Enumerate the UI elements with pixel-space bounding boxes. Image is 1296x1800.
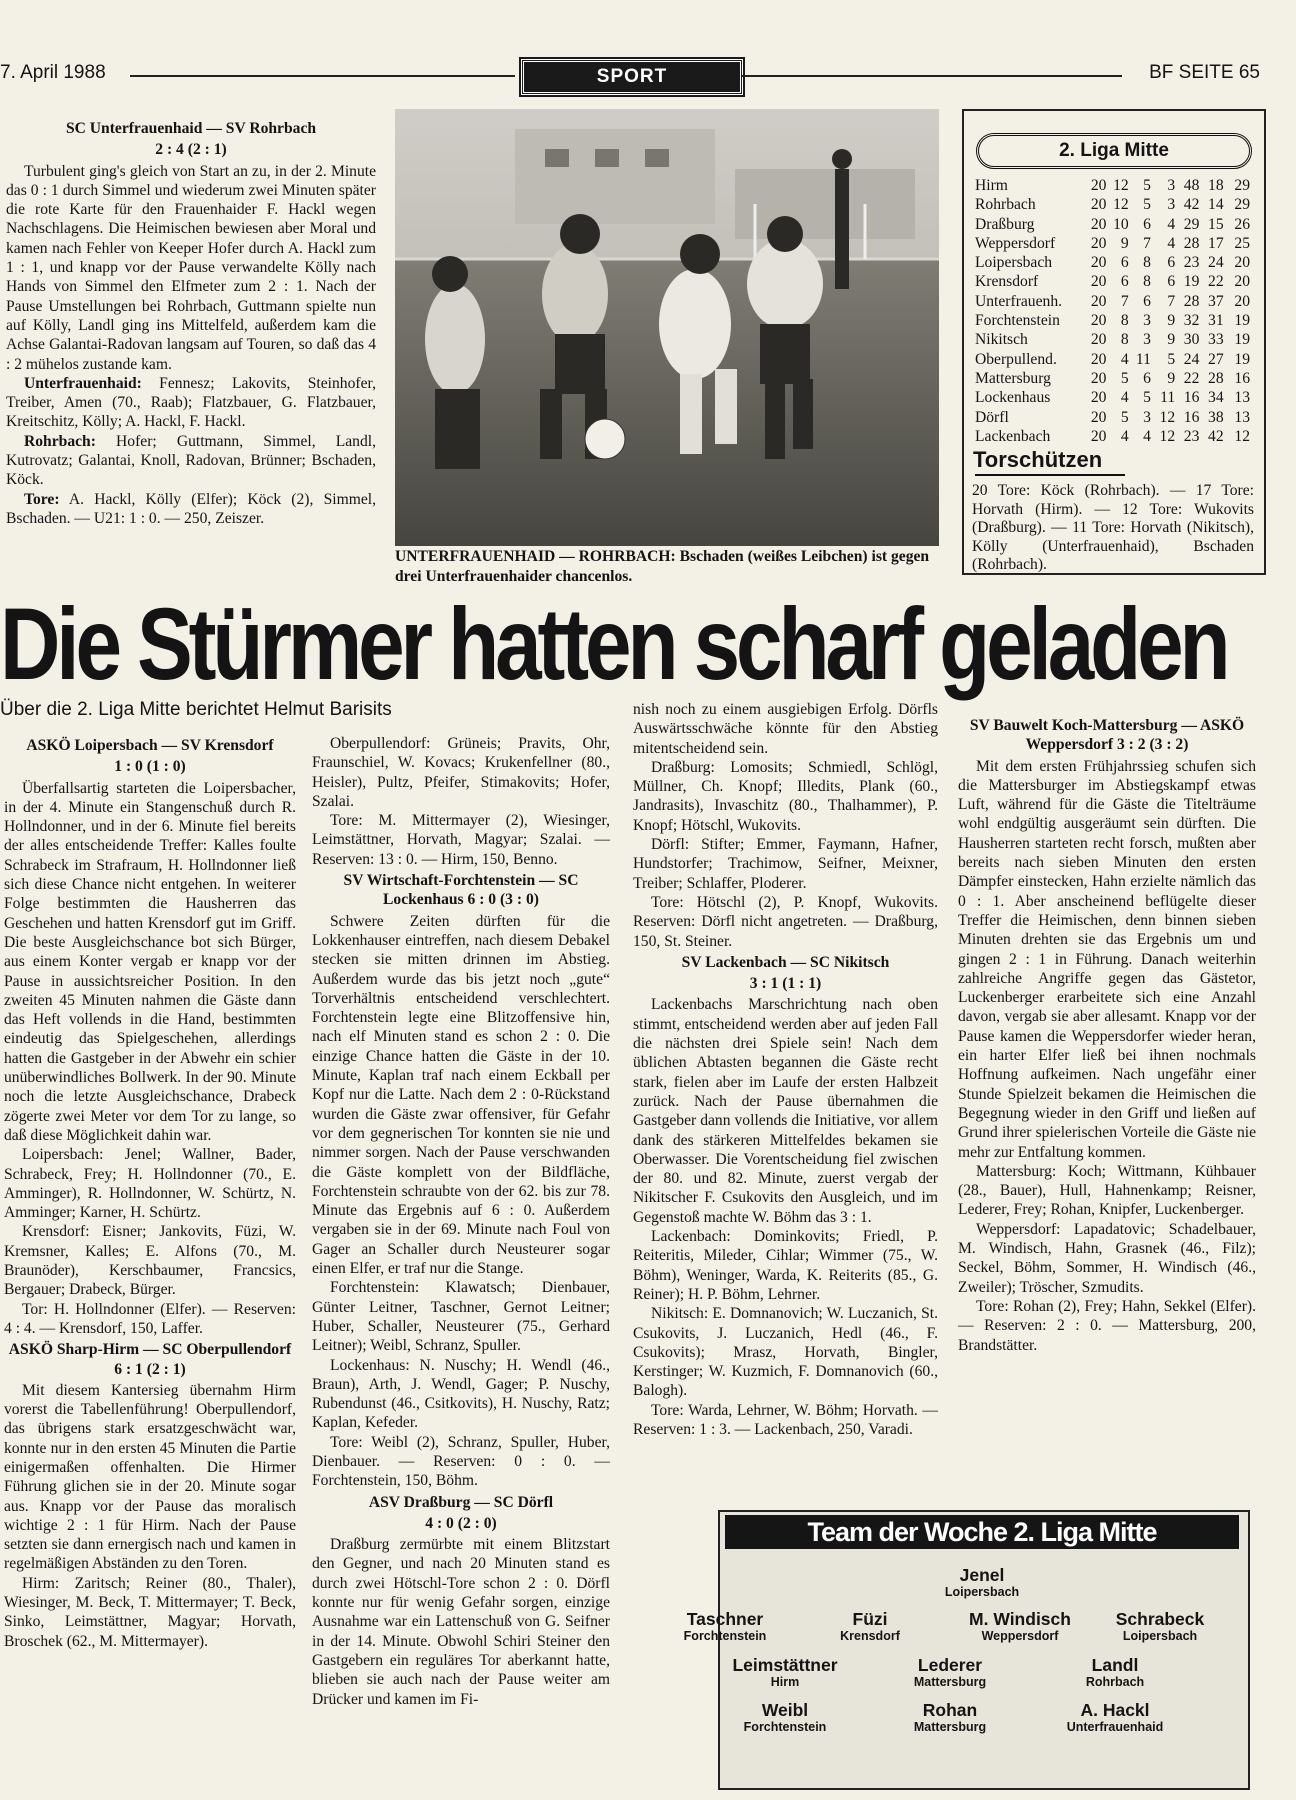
team-of-week-title: Team der Woche 2. Liga Mitte: [725, 1515, 1239, 1549]
stat-cell: 42: [1208, 427, 1224, 445]
stat-cell: 6: [1143, 215, 1151, 233]
stat-cell: 6: [1120, 254, 1129, 272]
match-body: Mit dem ersten Frühjahrssieg schufen sich die Mattersburger im Abstiegskampf etwas Luft, während für die Gäste die Titelträume wohl endgültig ausgeräumt sein dürften. Die Hausherren starteten recht forsch, mußten aber bereits nach sieben Minuten den ersten Dämpfer einstecken, Hahn erzielte nämlich das 0 : 1. Aber anscheinend beflügelte dieser Treffer die Heimischen, denn binnen sieben Minuten drehten sie das Ergebnis um und gingen 2 : 1 in Führung. Danach weiterhin zahlreiche Angriffe gegen das Gästetor, Luckenberger erarbeitete sich eine Anzahl davon, vergab sie aber allesamt. Knapp vor der Pause kamen die Weppersdorfer wieder heran, ein harter Elfer ließ bei ihnen nochmals Hoffnung aufkeimen. Nach ungefähr einer Stunde Spielzeit bekamen die Heimischen die Begegnung wieder in den Griff und ließen auf Grund ihrer spielerischen Vorteile die Gäste nie mehr zur Entfaltung kommen.: [958, 757, 1256, 1161]
team-name: Mattersburg: [975, 369, 1051, 387]
goals-text: Tor: H. Hollndonner (Elfer). — Reserven: 4 : 4. — Krensdorf, 150, Laffer.: [4, 1300, 296, 1337]
match-score: 2 : 4 (2 : 1): [155, 141, 227, 159]
stat-cell: 38: [1208, 408, 1224, 426]
team-name: Nikitsch: [975, 331, 1028, 349]
player-name: Jenel: [959, 1565, 1005, 1585]
team-name: Rohrbach: [975, 196, 1036, 214]
stat-cell: 12: [1234, 427, 1250, 445]
header-rule-left: [130, 75, 515, 77]
stat-cell: 32: [1183, 312, 1200, 330]
headline: Die Stürmer hatten scharf geladen: [0, 587, 1227, 701]
stat-cell: 11: [1160, 389, 1176, 407]
stat-cell: 6: [1143, 292, 1151, 310]
player-club: Forchtenstein: [683, 1629, 767, 1643]
stat-cell: 20: [1090, 312, 1107, 330]
stat-cell: 6: [1167, 273, 1176, 291]
stat-cell: 12: [1159, 427, 1176, 445]
stat-cell: 20: [1090, 292, 1107, 310]
standings-row: [975, 176, 1250, 195]
player-club: Rohrbach: [1085, 1675, 1145, 1689]
stat-cell: 28: [1183, 292, 1200, 310]
lineup-text: Oberpullendorf: Grüneis; Pravits, Ohr, Fraunschiel, W. Kovacs; Krukenfellner (80., Heisler), Pultz, Pfeifer, Stimakovits; Hofer, Szalai.: [312, 735, 610, 810]
stat-cell: 20: [1090, 254, 1107, 272]
stat-cell: 20: [1090, 408, 1107, 426]
standings-row: [975, 408, 1250, 427]
player-club: Mattersburg: [913, 1720, 987, 1734]
lineup-text: Lackenbach: Dominkovits; Friedl, P. Reiteritis, Mileder, Cihlar; Wimmer (75., W. Böhm), Weninger, Warda, K. Reiterits (85., G. Reiner); H. P. Böhm, Lehrner.: [633, 1228, 938, 1303]
stat-cell: 23: [1183, 427, 1200, 445]
stat-cell: 20: [1090, 215, 1107, 233]
stat-cell: 13: [1234, 389, 1250, 407]
lineup-label: Rohrbach:: [24, 432, 96, 450]
stat-cell: 9: [1120, 234, 1129, 252]
player-club: Hirm: [770, 1675, 800, 1689]
stat-cell: 4: [1120, 427, 1129, 445]
stat-cell: 6: [1143, 369, 1151, 387]
stat-cell: 11: [1135, 350, 1151, 368]
standings-row: [975, 215, 1250, 234]
stat-cell: 8: [1120, 312, 1129, 330]
match-body: Turbulent ging's gleich von Start an zu, in der 2. Minute das 0 : 1 durch Simmel und wiederum zwei Minuten später die rote Karte für den Frauenhaider F. Hackl wegen Nachschlagens. Die Heimischen bewiesen aber Moral und kamen nach Fehler von Keeper Hofer durch A. Hackl zum 1 : 1, und knapp vor der Pause verwandelte Kölly nach Hands von Simmel den Elfmeter zum 2 : 1. Nach der Pause Umstellungen bei Rohrbach, Guttmann spielte nun auf Kölly, Landl ging ins Mittelfeld, außerdem kam die Achse Galantai-Radovan langsam auf Touren, so daß das 4 : 2 mühelos zustande kam.: [6, 162, 376, 373]
player-name: A. Hackl: [1080, 1700, 1150, 1720]
stat-cell: 24: [1208, 254, 1224, 272]
standings-row: [975, 234, 1250, 253]
section-label: SPORT: [521, 59, 743, 95]
player-name: M. Windisch: [969, 1609, 1071, 1629]
team-name: Krensdorf: [975, 273, 1039, 291]
stat-cell: 19: [1234, 350, 1250, 368]
stat-cell: 34: [1208, 389, 1224, 407]
photo-caption: UNTERFRAUENHAID — ROHRBACH: Bschaden (weißes Leibchen) ist gegen drei Unterfrauenhaider chancenlos.: [395, 548, 930, 585]
team-name: Weppersdorf: [975, 234, 1056, 252]
stat-cell: 16: [1183, 389, 1200, 407]
stat-cell: 29: [1234, 177, 1250, 194]
team-player: [690, 1700, 880, 1735]
lineup-text: Fennesz; Lakovits, Steinhofer, Treiber, Amen (70., Raab); Flatzbauer, G. Flatzbauer, Kreitschitz, Kölly; A. Hackl, F. Hackl.: [6, 374, 376, 431]
team-of-week-box: [718, 1510, 1250, 1790]
goals-label: Tore:: [24, 490, 60, 508]
lineup-text: Lockenhaus: N. Nuschy; H. Wendl (46., Braun), Arth, J. Wendl, Gager; P. Nuschy, Rubendunst (46., Csitkovits), H. Nuschy, Ratz; Kaplan, Kefeder.: [312, 1356, 610, 1432]
team-player: [855, 1655, 1045, 1690]
stat-cell: 9: [1167, 312, 1176, 330]
stat-cell: 15: [1208, 215, 1224, 233]
lineup-text: Loipersbach: Jenel; Wallner, Bader, Schrabeck, Frey; H. Hollndonner (70., E. Amminger), R. Hollndonner, W. Schürtz, N. Amminger; Karner, H. Schürtz.: [4, 1146, 296, 1222]
standings-row: [975, 369, 1250, 388]
match-heading: ASKÖ Sharp-Hirm — SC Oberpullendorf 6 : 1 (2 : 1): [8, 1341, 292, 1378]
stat-cell: 4: [1167, 234, 1176, 252]
standings-row: [975, 195, 1250, 214]
player-name: Rohan: [922, 1700, 978, 1720]
standings-table: [975, 176, 1250, 446]
team-player: [887, 1565, 1077, 1600]
stat-cell: 8: [1143, 254, 1151, 272]
team-player: [855, 1700, 1045, 1735]
stat-cell: 28: [1183, 234, 1200, 252]
team-player: [690, 1655, 880, 1690]
stat-cell: 20: [1090, 369, 1107, 387]
stat-cell: 12: [1113, 196, 1129, 214]
stat-cell: 6: [1120, 273, 1129, 291]
lineup-text: Hofer; Guttmann, Simmel, Landl, Kutrovatz; Galantai, Knoll, Radovan, Brünner; Bschaden, Köck.: [6, 432, 376, 489]
team-player: [1065, 1609, 1255, 1644]
stat-cell: 3: [1167, 177, 1176, 194]
match-heading: SV Lackenbach — SC Nikitsch: [681, 953, 890, 971]
match-heading: SV Wirtschaft-Forchtenstein — SC Lockenhaus 6 : 0 (3 : 0): [343, 872, 579, 909]
stat-cell: 16: [1234, 369, 1250, 387]
stat-cell: 4: [1167, 215, 1176, 233]
team-name: Lockenhaus: [975, 389, 1051, 407]
column-2: [312, 734, 610, 1709]
goals-text: Tore: Hötschl (2), P. Knopf, Wukovits. Reserven: Dörfl nicht angetreten. — Draßburg, 150, St. Steiner.: [633, 893, 938, 950]
stat-cell: 42: [1183, 196, 1200, 214]
lineup-text: Weppersdorf: Lapadatovic; Schadelbauer, M. Windisch, Hahn, Grasnek (46., Filz); Seckel, Böhm, Sommer, H. Windisch (46., Zweiler); Tröscher, Szmudits.: [958, 1220, 1256, 1296]
match-body: Lackenbachs Marschrichtung nach oben stimmt, entscheidend werden aber auf jeden Fall die nächsten drei Spiele sein! Nach dem üblichen Abtasten begannen die Gäste recht stark, fielen aber im Laufe der ersten Halbzeit zurück. Nach der Pause übernahmen die Gastgeber dann vollends die Initiative, vor allem dank des stärkeren Mittelfeldes bekamen sie Oberwasser. Die Vorentscheidung fiel zwischen der 80. und 82. Minute, zuerst vergab der Nikitscher F. Csukovits den Ausgleich, und im Gegenstoß machte W. Böhm das 3 : 1.: [633, 996, 938, 1226]
stat-cell: 4: [1120, 389, 1129, 407]
lineup-text: Nikitsch: E. Domnanovich; W. Luczanich, St. Csukovits, J. Luczanich, Hedl (46., F. Csukovits); Mrasz, Horvath, Bingler, Kerstinger; W. Kuzmich, F. Domnanovich (60., Balogh).: [633, 1305, 938, 1400]
stat-cell: 20: [1090, 177, 1107, 194]
match-report-unterfrauenhaid: [6, 117, 376, 528]
player-name: Füzi: [852, 1609, 888, 1629]
stat-cell: 4: [1120, 350, 1129, 368]
stat-cell: 3: [1167, 196, 1176, 214]
stat-cell: 20: [1234, 292, 1250, 310]
stat-cell: 5: [1120, 408, 1129, 426]
stat-cell: 7: [1143, 234, 1151, 252]
stat-cell: 19: [1183, 273, 1200, 291]
stat-cell: 12: [1159, 408, 1176, 426]
match-score: 1 : 0 (1 : 0): [114, 758, 186, 776]
goals-text: Tore: M. Mittermayer (2), Wiesinger, Leimstättner, Horvath, Magyar; Szalai. — Reserven: 13 : 0. — Hirm, 150, Benno.: [312, 812, 610, 868]
lineup-text: Hirm: Zaritsch; Reiner (80., Thaler), Wiesinger, M. Beck, T. Mittermayer; T. Beck, Sinko, Leimstättner, Magyar; Horvath, Broschek (62., M. Mittermayer).: [4, 1574, 296, 1650]
stat-cell: 22: [1208, 273, 1224, 291]
player-club: Loipersbach: [1122, 1629, 1198, 1643]
stat-cell: 18: [1208, 177, 1224, 194]
goals-text: Tore: Weibl (2), Schranz, Spuller, Huber, Dienbauer. — Reserven: 0 : 0. — Forchtenstein, 150, Böhm.: [312, 1433, 610, 1490]
standings-row: [975, 388, 1250, 407]
stat-cell: 5: [1143, 196, 1151, 214]
lineup-text: Forchtenstein: Klawatsch; Dienbauer, Günter Leitner, Taschner, Gernot Leitner; Huber, Schaller, Neusteurer (75., Gerhard Leitner); Weibl, Schranz, Spuller.: [312, 1279, 610, 1355]
stat-cell: 3: [1143, 408, 1151, 426]
lineup-text: Draßburg: Lomosits; Schmiedl, Schlögl, Müllner, Ch. Knopf; Illedits, Plank (60., Jandrasits), Invaschitz (80., Thalhammer), P. Knopf; Hötschl, Wukovits.: [633, 758, 938, 834]
stat-cell: 7: [1167, 292, 1176, 310]
standings-row: [975, 311, 1250, 330]
stat-cell: 19: [1234, 331, 1250, 349]
stat-cell: 29: [1183, 215, 1200, 233]
stat-cell: 22: [1183, 369, 1200, 387]
stat-cell: 31: [1208, 312, 1224, 330]
stat-cell: 3: [1143, 312, 1151, 330]
stat-cell: 3: [1143, 331, 1151, 349]
stat-cell: 20: [1234, 273, 1250, 291]
scorers-title: Torschützen: [973, 447, 1103, 472]
stat-cell: 30: [1183, 331, 1200, 349]
team-name: Forchtenstein: [975, 312, 1060, 330]
stat-cell: 16: [1183, 408, 1200, 426]
stat-cell: 20: [1090, 331, 1107, 349]
player-club: Unterfrauenhaid: [1066, 1720, 1164, 1734]
stat-cell: 33: [1208, 331, 1224, 349]
stat-cell: 5: [1143, 389, 1151, 407]
team-player: [1020, 1700, 1210, 1735]
lineup-label: Unterfrauenhaid:: [24, 374, 142, 392]
stat-cell: 20: [1090, 350, 1107, 368]
stat-cell: 23: [1183, 254, 1200, 272]
stat-cell: 26: [1234, 215, 1250, 233]
stat-cell: 13: [1234, 408, 1250, 426]
lineup-text: Dörfl: Stifter; Emmer, Faymann, Hafner, Hundstorfer; Trachimow, Seifner, Meixner, Treiber; Schlaffer, Ploderer.: [633, 836, 938, 892]
standings-row: [975, 330, 1250, 349]
match-score: 4 : 0 (2 : 0): [425, 1514, 497, 1532]
match-score: 3 : 1 (1 : 1): [749, 975, 822, 993]
player-club: Mattersburg: [913, 1675, 987, 1689]
stat-cell: 29: [1234, 196, 1250, 214]
issue-date: 7. April 1988: [0, 62, 106, 83]
stat-cell: 20: [1090, 234, 1107, 252]
player-club: Krensdorf: [840, 1629, 900, 1643]
goals-text: Tore: Warda, Lehrner, W. Böhm; Horvath. — Reserven: 1 : 3. — Lackenbach, 250, Varadi.: [633, 1401, 938, 1438]
column-4: [958, 714, 1256, 1355]
column-1: [4, 734, 296, 1651]
standings-row: [975, 292, 1250, 311]
goals-text: A. Hackl, Kölly (Elfer); Köck (2), Simmel, Bschaden. — U21: 1 : 0. — 250, Zeiszer.: [6, 490, 377, 527]
stat-cell: 20: [1090, 427, 1107, 445]
stat-cell: 24: [1183, 350, 1200, 368]
match-heading: SC Unterfrauenhaid — SV Rohrbach: [65, 120, 317, 137]
stat-cell: 25: [1234, 234, 1250, 252]
team-name: Dörfl: [975, 408, 1009, 426]
byline: Über die 2. Liga Mitte berichtet Helmut Barisits: [0, 699, 392, 720]
stat-cell: 37: [1208, 292, 1224, 310]
player-name: Landl: [1091, 1655, 1139, 1675]
stat-cell: 6: [1167, 254, 1176, 272]
player-club: Loipersbach: [944, 1585, 1020, 1599]
lineup-text: Mattersburg: Koch; Wittmann, Kühbauer (28., Bauer), Hull, Hahnenkamp; Reisner, Lederer, Frey; Rohan, Knipfer, Luckenberger.: [958, 1162, 1256, 1219]
football-scene-image: [395, 109, 939, 546]
stat-cell: 5: [1167, 350, 1176, 368]
stat-cell: 10: [1113, 215, 1129, 233]
stat-cell: 20: [1090, 196, 1107, 214]
stat-cell: 12: [1113, 177, 1129, 194]
stat-cell: 27: [1208, 350, 1224, 368]
header-rule-right: [742, 75, 1122, 77]
match-body: Überfallsartig starteten die Loipersbacher, in der 4. Minute ein Stangenschuß durch R. Hollndonner, und in der 6. Minute fiel bereits der alles entscheidende Treffer: Kalles foulte Schrabeck im Strafraum, H. Hollndonner ließ sich diese Chance nicht entgehen. In weiterer Folge bestimmten die Hausherren das Geschehen und hatten Krensdorf gut im Griff. Die beste Ausgleichschance bot sich Bürger, aus einem Konter vergab er knapp vor der Pause in aussichtsreicher Position. In den zweiten 45 Minuten nahmen die Gäste dann das Heft vollends in die Hand, bestimmten eindeutig das Spielgeschehen, allerdings hatten die Gastgeber in der Abwehr ein schier unüberwindliches Bollwerk. In der 90. Minute noch die letzte Ausgleichschance, Drabeck zögerte zwei Meter vor dem Tor zu lange, so daß diese Möglichkeit dahin war.: [4, 779, 296, 1144]
stat-cell: 8: [1143, 273, 1151, 291]
match-body: Draßburg zermürbte mit einem Blitzstart den Gegner, und nach 20 Minuten stand es durch zwei Hötschl-Tore schon 2 : 0. Dörfl konnte nur für wenig Gefahr sorgen, einzige Ausnahme war ein Lattenschuß von G. Seifner in der 14. Minute. Obwohl Schiri Steiner den Gastgebern ein reguläres Tor aberkannt hatte, blieben sie auch nach der Pause weiter am Drücker und kamen im Fi-: [312, 1536, 610, 1708]
stat-cell: 20: [1090, 273, 1107, 291]
player-club: Forchtenstein: [743, 1720, 827, 1734]
standings-row: [975, 350, 1250, 369]
stat-cell: 7: [1120, 292, 1129, 310]
team-name: Loipersbach: [975, 254, 1053, 272]
team-name: Draßburg: [975, 215, 1035, 233]
standings-row: [975, 427, 1250, 446]
player-name: Lederer: [917, 1655, 983, 1675]
player-club: Weppersdorf: [981, 1629, 1059, 1643]
stat-cell: 20: [1090, 389, 1107, 407]
page-number: BF SEITE 65: [1149, 62, 1260, 83]
stat-cell: 19: [1234, 312, 1250, 330]
stat-cell: 5: [1120, 369, 1129, 387]
player-name: Schrabeck: [1115, 1609, 1205, 1629]
match-body: nish noch zu einem ausgiebigen Erfolg. Dörfls Auswärtsschwäche könnte für den Abstieg mitentscheidend sein.: [633, 701, 938, 757]
column-3: [633, 700, 938, 1439]
match-body: Schwere Zeiten dürften für die Lokkenhauser eintreffen, nach diesem Debakel stecken sie mitten drinnen im Abstieg. Außerdem wurde das bis jetzt noch „gute“ Torverhältnis entscheidend verschlechtert. Forchtenstein legte eine Blitzoffensive hin, nach elf Minuten stand es schon 2 : 0. Die einzige Chance hatten die Gäste in der 10. Minute, Kaplan traf nach einem Eckball per Kopf nur die Latte. Nach dem 2 : 0-Rückstand wurden die Gäste zwar offensiver, für Gefahr vor dem gegnerischen Tor konnten sie nie und nimmer sorgen. Nach der Pause verschwanden die Gäste komplett von der Bildfläche, Forchtenstein schraubte von der 62. bis zur 78. Minute das Ergebnis auf 6 : 0. Außerdem vergaben sie in der 69. Minute nach Foul von Gager an Schaller durch Neusteurer sogar einen Elfer, er traf nur die Stange.: [312, 912, 610, 1278]
stat-cell: 9: [1167, 331, 1176, 349]
match-heading: SV Bauwelt Koch-Mattersburg — ASKÖ Weppersdorf 3 : 2 (3 : 2): [969, 717, 1245, 754]
match-body: Mit diesem Kantersieg übernahm Hirm vorerst die Tabellenführung! Oberpullendorf, das übrigens stark ersatzgeschwächt war, konnte nur in den ersten 45 Minuten die Partie einigermaßen offenhalten. Die Hirmer Führung glichen sie in der 20. Minute sogar aus. Knapp vor der Pause das moralisch wichtige 2 : 1 für Hirm. Nach der Pause setzten sie dann ernergisch nach und kamen in regelmäßigen Abständen zu den Toren.: [4, 1381, 296, 1573]
player-name: Weibl: [761, 1700, 809, 1720]
team-name: Unterfrauenh.: [975, 292, 1063, 310]
player-name: Leimstättner: [732, 1655, 838, 1675]
standings-title: 2. Liga Mitte: [976, 133, 1252, 169]
team-name: Hirm: [975, 177, 1008, 194]
stat-cell: 14: [1208, 196, 1224, 214]
goals-text: Tore: Rohan (2), Frey; Hahn, Sekkel (Elfer). — Reserven: 2 : 0. — Mattersburg, 200, Brandstätter.: [958, 1297, 1256, 1354]
stat-cell: 48: [1183, 177, 1200, 194]
match-heading: ASV Draßburg — SC Dörfl: [368, 1493, 554, 1511]
scorers-text: 20 Tore: Köck (Rohrbach). — 17 Tore: Horvath (Hirm). — 12 Tore: Wukovits (Draßburg). — 11 Tore: Horvath (Nikitsch), Kölly (Unterfrauenhaid), Bschaden (Rohrbach).: [972, 482, 1254, 573]
team-name: Lackenbach: [975, 427, 1051, 445]
stat-cell: 5: [1143, 177, 1151, 194]
team-name: Oberpullend.: [975, 350, 1057, 368]
stat-cell: 8: [1120, 331, 1129, 349]
player-name: Taschner: [686, 1609, 764, 1629]
match-heading: ASKÖ Loipersbach — SV Krensdorf: [26, 737, 274, 754]
stat-cell: 4: [1143, 427, 1151, 445]
stat-cell: 17: [1208, 234, 1224, 252]
standings-row: [975, 272, 1250, 291]
standings-row: [975, 253, 1250, 272]
scorers-underline: [975, 474, 1125, 476]
stat-cell: 9: [1167, 369, 1176, 387]
match-photo: [395, 109, 939, 546]
lineup-text: Krensdorf: Eisner; Jankovits, Füzi, W. Kremsner, Kalles; E. Alfons (70., M. Braunöder), Kerschbaumer, Francsics, Bergauer; Drabeck, Bürger.: [4, 1223, 296, 1299]
stat-cell: 20: [1234, 254, 1250, 272]
stat-cell: 28: [1208, 369, 1224, 387]
team-player: [1020, 1655, 1210, 1690]
